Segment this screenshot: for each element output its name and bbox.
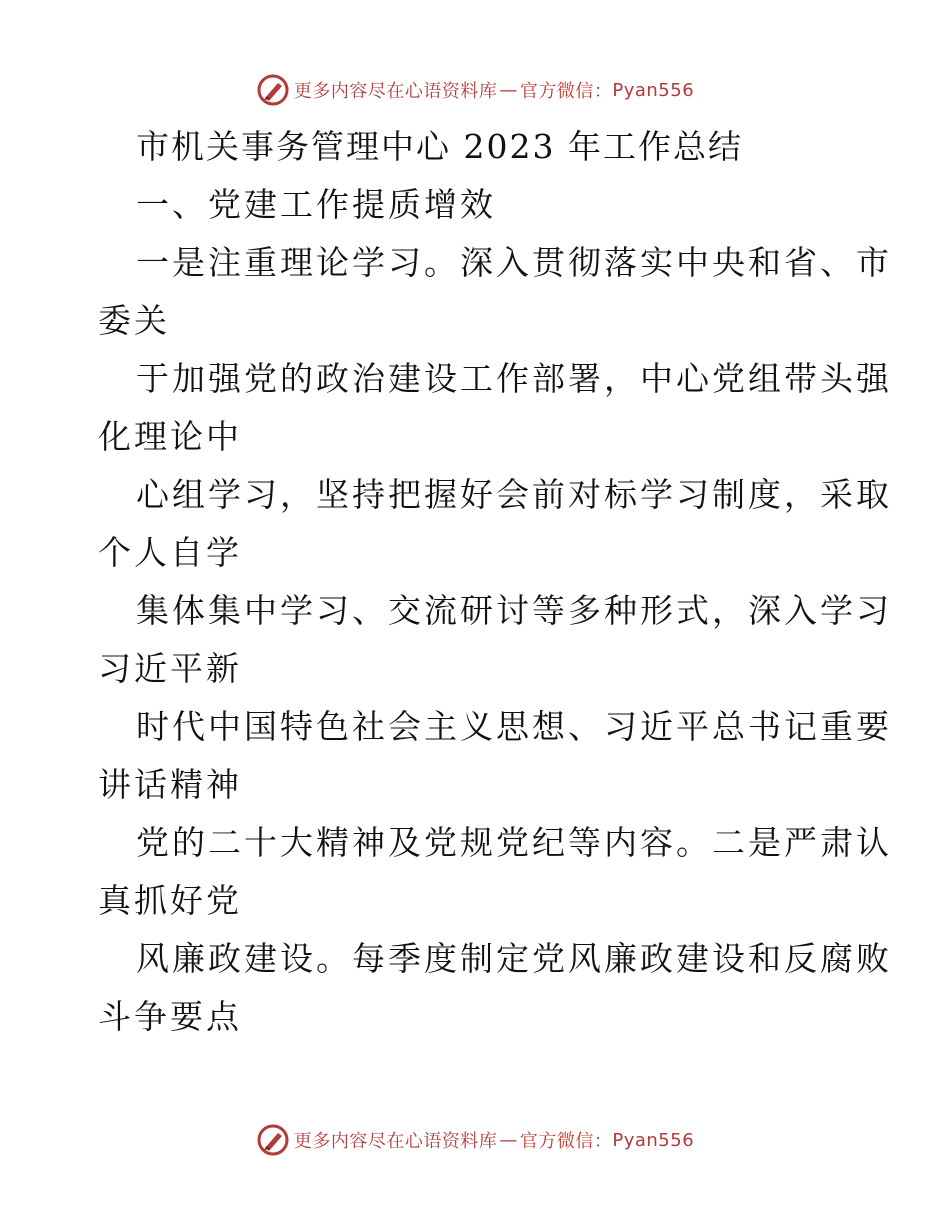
paragraph-line: 一是注重理论学习。深入贯彻落实中央和省、市 (136, 243, 892, 282)
watermark-wechat-label: 官方微信： (519, 81, 613, 102)
document-title: 市机关事务管理中心 2023 年工作总结 (136, 127, 743, 166)
document-body (98, 118, 892, 1046)
watermark-wechat-label: 官方微信： (519, 1131, 613, 1152)
watermark-separator: — (499, 1129, 518, 1151)
pen-seal-logo-icon (256, 73, 290, 107)
paragraph-line: 心组学习，坚持把握好会前对标学习制度，采取 (136, 475, 892, 514)
paragraph-line: 真抓好党 (98, 881, 242, 920)
paragraph-line: 习近平新 (98, 649, 242, 688)
header-watermark (0, 70, 950, 110)
watermark-main-text: 更多内容尽在心语资料库 (293, 1131, 498, 1152)
paragraph-line: 斗争要点 (98, 997, 242, 1036)
paragraph-line: 委关 (98, 301, 170, 340)
footer-watermark (0, 1120, 950, 1160)
paragraph-line: 化理论中 (98, 417, 242, 456)
paragraph-line: 党的二十大精神及党规党纪等内容。二是严肃认 (136, 823, 892, 862)
section-heading: 一、党建工作提质增效 (136, 185, 496, 224)
paragraph-line: 风廉政建设。每季度制定党风廉政建设和反腐败 (136, 939, 892, 978)
paragraph-line: 集体集中学习、交流研讨等多种形式，深入学习 (136, 591, 892, 630)
watermark-main-text: 更多内容尽在心语资料库 (293, 81, 498, 102)
paragraph-line: 个人自学 (98, 533, 242, 572)
paragraph-line: 讲话精神 (98, 765, 242, 804)
paragraph-line: 时代中国特色社会主义思想、习近平总书记重要 (136, 707, 892, 746)
watermark-separator: — (499, 79, 518, 101)
paragraph-line: 于加强党的政治建设工作部署，中心党组带头强 (136, 359, 892, 398)
watermark-wechat-id: Pyan556 (612, 1129, 695, 1151)
watermark-wechat-id: Pyan556 (612, 79, 695, 101)
pen-seal-logo-icon (256, 1123, 290, 1157)
